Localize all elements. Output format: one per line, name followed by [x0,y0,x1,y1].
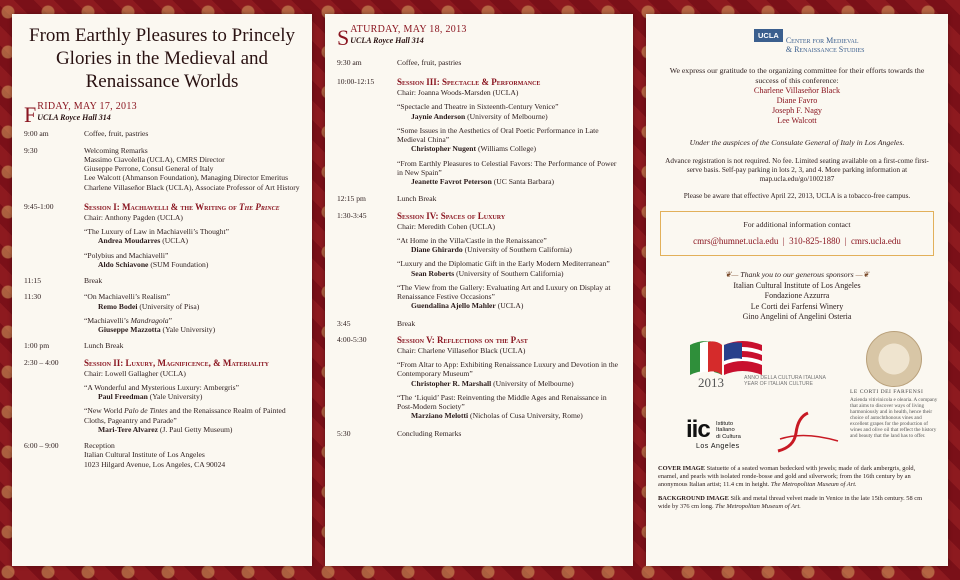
talk [84,227,300,246]
contact-box [660,211,934,255]
center-name-line: Center for Medieval [785,36,859,45]
talk-speaker: Jeanette Favrot Peterson (UC Santa Barbara) [411,177,555,187]
time: 3:45 [337,318,351,328]
winery-seal-icon [866,331,922,387]
schedule-row [24,441,300,469]
time: 1:30-3:45 [337,210,367,220]
sponsor-item: Italian Cultural Institute of Los Angeles [733,281,861,290]
schedule-row [24,276,300,285]
schedule-row [24,129,300,138]
talk [84,292,300,311]
session-row [337,77,621,186]
sponsor-list [658,281,936,323]
talk-title: “Machiavelli’s Mandragola” [84,315,172,325]
gratitude-text: We express our gratitude to the organizing committee for their efforts towards the success of this conference: [669,66,925,85]
winery-name: LE CORTI DEI FARFENSI [850,388,924,395]
winery-text: Azienda vitivinicola e olearia. A company that aims to discover ways of living harmoniously and in health, hence their choice of autochthonous vines and excellent grapes for the production of wines and olive oil that reflect the history and beauty that the land has to offer. [850,396,938,440]
center-name-line: & Renaissance Studies [785,45,865,55]
talk-speaker: Giuseppe Mazzotta (Yale University) [98,325,216,335]
committee-list [658,86,936,125]
item-text: Break [84,276,103,286]
talk [84,383,300,402]
talk [397,283,621,311]
registration-text: Advance registration is not required. No fee. Limited seating available on a first-come first-serve basis. Self-pay parking in lots 2, 3, and 4. More parking information at map.ucla.edu/go/1002187 [665,157,929,184]
talk [397,393,621,421]
schedule-row [337,319,621,328]
item-text: Lunch Break [397,194,437,204]
talk-speaker: Remo Bodei (University of Pisa) [98,301,200,311]
session-chair: Chair: Anthony Pagden (UCLA) [84,212,183,222]
sponsors-heading: ❦— Thank you to our generous sponsors —❦ [724,269,870,279]
session-row [337,211,621,311]
session-chair: Chair: Meredith Cohen (UCLA) [397,221,496,231]
time: 11:30 [24,292,42,302]
time: 1:00 pm [24,341,50,351]
sponsor-logos [658,331,936,459]
ucla-badge: UCLA [754,29,783,42]
session-title: Session IV: Spaces of Luxury [397,210,506,221]
talk-title: “The Luxury of Law in Machiavelli’s Thought” [84,227,229,237]
fondazione-azzurra-logo [768,411,840,453]
talk [84,251,300,270]
talk-speaker: Jaynie Anderson (University of Melbourne) [411,111,548,121]
session-row [24,358,300,434]
talk-title: “Luxury and the Diplomatic Gift in the Early Modern Mediterranean” [397,259,610,269]
time: 10:00-12:15 [337,77,375,87]
item-text: Coffee, fruit, pastries [84,129,149,139]
item-text: Welcoming Remarks [84,145,148,155]
time: 12:15 pm [337,194,366,204]
talk-title: “The View from the Gallery: Evaluating Art and Luxury on Display at Renaissance Festive Occasions” [397,282,611,302]
schedule-row [337,194,621,203]
iic-text: Italiano [716,427,735,434]
time: 6:00 – 9:00 [24,441,59,451]
image-credits [658,465,936,511]
session-row [24,202,300,269]
item-text: Concluding Remarks [397,428,462,438]
iic-city: Los Angeles [696,442,740,450]
iic-text: Istituto [716,420,734,427]
item-text: Lunch Break [84,341,124,351]
committee-member: Diane Favro [776,96,818,106]
sponsor-item: Fondazione Azzurra [764,291,830,301]
talk-title: “Polybius and Machiavelli” [84,250,169,260]
talk [397,159,621,187]
item-text: Break [397,318,416,328]
iic-mark-icon: iic [686,415,710,443]
talk-speaker: Andrea Moudarres (UCLA) [98,236,189,246]
item-text: Italian Cultural Institute of Los Angeles [84,450,205,460]
schedule-row [337,429,621,438]
session-chair: Chair: Lowell Gallagher (UCLA) [84,368,186,378]
time: 9:30 am [337,57,362,67]
talk-speaker: Marziano Melotti (Nicholas of Cusa University, Rome) [411,411,583,421]
talk-speaker: Christopher Nugent (Williams College) [411,144,537,154]
talk [397,126,621,154]
committee-member: Charlene Villaseñor Black [753,86,841,96]
schedule-row [24,146,300,192]
item-text: 1023 Hilgard Avenue, Los Angeles, CA 90024 [84,459,226,469]
session-title: Session III: Spectacle & Performance [397,77,541,88]
panel-saturday [325,14,633,566]
day-date: RIDAY, MAY 17, 2013 [37,100,137,112]
item-text: Massimo Ciavolella (UCLA), CMRS Director [84,154,225,164]
contact-details[interactable]: cmrs@humnet.ucla.edu | 310-825-1880 | cmrs.ucla.edu [693,235,901,246]
panel-friday [12,14,312,566]
year-2013: 2013 [698,374,724,390]
sponsor-item: Gino Angelini of Angelini Osteria [742,312,852,322]
time: 2:30 – 4:00 [24,357,59,367]
session-chair: Chair: Charlene Villaseñor Black (UCLA) [397,345,526,355]
ornament-icon: —❦ [853,269,870,279]
day-heading-saturday [337,24,621,51]
talk-title: “New World Palo de Tintes and the Renaissance Realm of Painted Cloths, Pageantry and Parade” [84,406,286,425]
day-heading-friday [24,101,300,125]
committee-member: Lee Walcott [777,115,817,125]
year-caption: ANNO DELLA CULTURA ITALIANA YEAR OF ITALIAN CULTURE [744,374,826,387]
day-initial: F [24,101,37,127]
background-credit: BACKGROUND IMAGE Silk and metal thread velvet made in Venice in the late 15th century. 58 cm wide by 376 cm long. The Metropolitan Museum of Art. [658,494,923,510]
day-venue: UCLA Royce Hall 314 [350,36,424,46]
talk-speaker: Mari-Tere Alvarez (J. Paul Getty Museum) [98,424,233,434]
day-initial: S [337,25,350,51]
iic-text: di Cultura [716,433,741,440]
talk [84,406,300,434]
cmrs-logo [754,26,936,54]
talk-title: “Some Issues in the Aesthetics of Oral Poetic Performance in Late Medieval China” [397,125,599,145]
talk-speaker: Guendalina Ajello Mahler (UCLA) [411,301,524,311]
session-title: Session II: Luxury, Magnificence, & Materiality [84,357,269,368]
talk-speaker: Christopher R. Marshall (University of Melbourne) [411,378,574,388]
item-text: Reception [84,441,115,451]
talk [397,259,621,278]
item-text: Lee Walcott (Ahmanson Foundation), Managing Director Emeritus [84,173,289,183]
talk-title: “On Machiavelli’s Realism” [84,292,171,302]
talk-title: “From Earthly Pleasures to Celestial Favors: The Performance of Power in New Spain” [397,158,617,177]
talk-speaker: Sean Roberts (University of Southern California) [411,268,564,278]
talk-title: “Spectacle and Theatre in Sixteenth-Century Venice” [397,102,559,112]
contact-label: For additional information contact [743,220,851,230]
talk-speaker: Aldo Schiavone (SUM Foundation) [98,259,209,269]
talk [397,360,621,388]
time: 9:45-1:00 [24,201,54,211]
ornament-icon: ❦— [724,269,741,279]
talk-speaker: Paul Freedman (Yale University) [98,392,203,402]
time: 9:00 am [24,129,49,139]
day-venue: UCLA Royce Hall 314 [37,112,111,122]
talk-speaker: Diane Ghirardo (University of Southern California) [411,245,572,255]
committee-member: Joseph F. Nagy [771,106,823,116]
auspices-text: Under the auspices of the Consulate General of Italy in Los Angeles. [689,137,905,147]
panel-info [646,14,948,566]
schedule-row [24,341,300,350]
talk-title: “At Home in the Villa/Castle in the Renaissance” [397,235,547,245]
schedule-row [24,292,300,334]
tobacco-notice: Please be aware that effective April 22, 2013, UCLA is a tobacco-free campus. [683,192,911,201]
session-title: Session I: Machiavelli & the Writing of The Prince [84,201,280,212]
time: 9:30 [24,145,38,155]
time: 4:00-5:30 [337,334,367,344]
time: 11:15 [24,276,42,286]
talk [397,102,621,121]
item-text: Coffee, fruit, pastries [397,57,462,67]
cover-credit: COVER IMAGE Statuette of a seated woman bedecked with jewels; made of dark ambergris, gold, enamel, and pearls with isolated ronde-bosse and gold and silverwork; from the 16th century by an anonymous Italian artist; 11.4 cm in height. The Metropolitan Museum of Art. [658,464,916,488]
page-title: From Earthly Pleasures to Princely Glories in the Medieval and Renaissance Worlds [29,25,295,93]
session-row [337,335,621,421]
day-date: ATURDAY, MAY 18, 2013 [350,24,467,35]
talk [84,316,300,335]
time: 5:30 [337,428,351,438]
session-chair: Chair: Joanna Woods-Marsden (UCLA) [397,88,519,98]
schedule-row [337,58,621,67]
sponsor-item: Le Corti dei Farfensi Winery [750,301,844,311]
item-text: Giuseppe Perrone, Consul General of Italy [84,164,214,174]
talk-title: “A Wonderful and Mysterious Luxury: Ambergris” [84,382,239,392]
item-text: Charlene Villaseñor Black (UCLA), Associate Professor of Art History [84,182,300,192]
talk-title: “The ‘Liquid’ Past: Reinventing the Middle Ages and Renaissance in Post-Modern Society” [397,392,607,412]
talk [397,236,621,255]
talk-title: “From Altar to App: Exhibiting Renaissance Luxury and Devotion in the Contemporary Museum” [397,360,619,379]
session-title: Session V: Reflections on the Past [397,334,528,345]
